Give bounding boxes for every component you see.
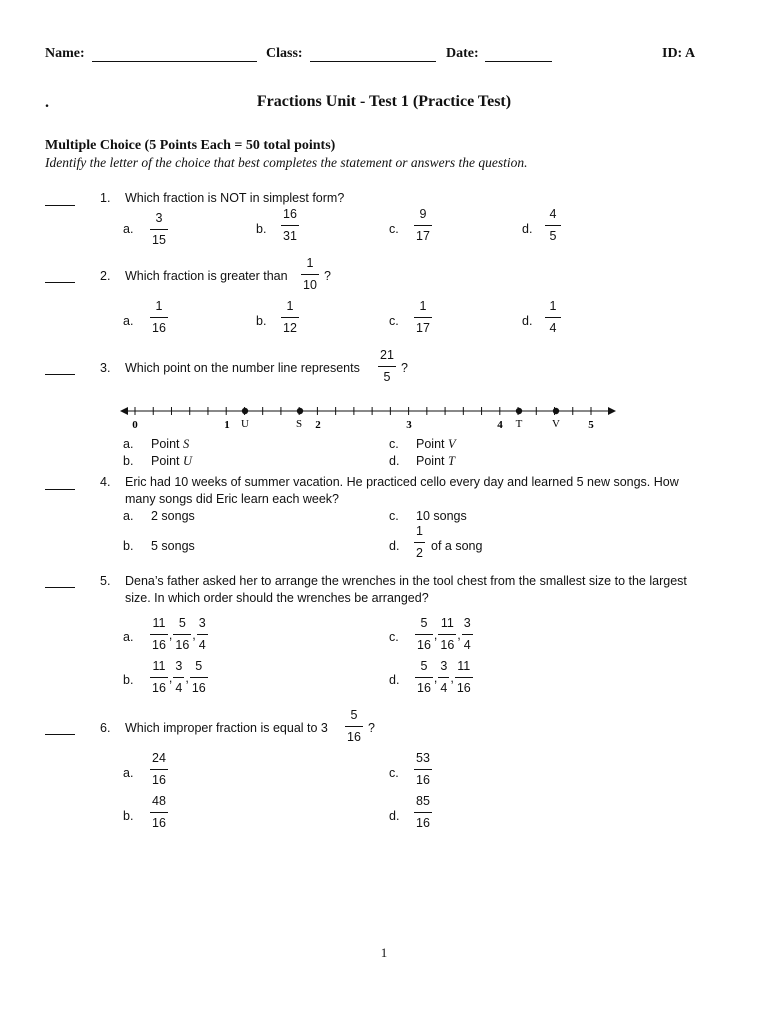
option-fraction[interactable] [545,299,561,336]
option-a[interactable]: 2 songs [151,509,195,523]
numerator: 5 [420,659,428,673]
fraction-bar [438,677,449,678]
point-marker-S [297,408,303,414]
fraction-bar [414,812,432,813]
fraction-bar [150,229,168,230]
question-text-line1: Dena’s father asked her to arrange the wrenches in the tool chest from the smallest size to the largest [125,574,687,588]
denominator: 4 [198,638,206,652]
number-label-2: 2 [315,419,321,431]
denominator: 16 [152,638,166,652]
question-suffix: ? [368,721,375,735]
fraction-bar [545,225,561,226]
answer-blank-6[interactable] [45,734,75,735]
numerator: 9 [419,207,427,221]
fraction-bar [281,225,299,226]
denominator: 10 [303,278,317,292]
numerator: 85 [416,794,430,808]
denominator: 15 [152,233,166,247]
numerator: 5 [195,659,203,673]
numerator: 11 [152,659,166,673]
numerator: 3 [198,616,206,630]
fraction-bar [345,726,363,727]
option-letter: a. [123,437,134,451]
fraction-bar [462,634,473,635]
fraction-bar [414,769,432,770]
numerator: 4 [549,207,557,221]
option-d-text: of a song [431,539,483,553]
answer-blank-2[interactable] [45,282,75,283]
point-marker-T [516,408,522,414]
numerator: 5 [350,708,358,722]
option-letter: a. [123,222,134,236]
date-label: Date: [446,46,479,61]
answer-blank-3[interactable] [45,374,75,375]
page-number: 1 [380,945,388,960]
option-letter: b. [123,539,134,553]
numerator: 5 [178,616,186,630]
number-label-3: 3 [406,419,412,431]
point-marker-V [553,408,559,414]
numerator: 1 [419,299,427,313]
option-b[interactable] [151,454,192,469]
question-number: 5. [100,574,111,588]
option-variable: S [182,437,190,451]
denominator: 5 [549,229,557,243]
date-line[interactable] [485,61,552,62]
option-letter: b. [256,222,267,236]
denominator: 16 [416,816,430,830]
numerator: 11 [457,659,471,673]
denominator: 12 [283,321,297,335]
denominator: 31 [283,229,297,243]
option-text: Point [416,437,445,451]
numerator: 3 [463,616,471,630]
denominator: 4 [463,638,471,652]
numerator: 3 [440,659,448,673]
numerator: 1 [549,299,557,313]
separator: , [168,627,173,642]
question-number: 1. [100,191,111,205]
fraction-bar [173,634,191,635]
option-letter: a. [123,314,134,328]
answer-blank-5[interactable] [45,587,75,588]
option-letter: d. [522,314,533,328]
fraction-bar [150,769,168,770]
option-variable: U [182,454,193,468]
id-label: ID: A [662,46,696,61]
option-fraction[interactable] [414,207,432,244]
fraction-bar [414,542,425,543]
separator: , [192,627,196,642]
option-d-fraction[interactable] [414,524,425,561]
option-letter: c. [389,766,399,780]
denominator: 16 [417,681,431,695]
option-letter: c. [389,314,399,328]
option-letter: a. [123,630,134,644]
denominator: 5 [383,370,391,384]
denominator: 16 [152,773,166,787]
point-label-V: V [552,418,560,430]
number-label-4: 4 [497,419,503,431]
point-label-U: U [241,418,249,430]
option-letter: c. [389,222,399,236]
option-letter: a. [123,766,134,780]
separator: , [433,627,438,642]
separator: , [168,670,173,685]
option-c[interactable]: 10 songs [416,509,467,523]
numerator: 16 [283,207,297,221]
option-fraction[interactable] [281,299,299,336]
question-text-line2: size. In which order should the wrenches be arranged? [125,591,429,605]
option-d-sequence[interactable] [415,659,473,696]
denominator: 16 [347,730,361,744]
numerator: 1 [286,299,294,313]
fraction-bar [414,225,432,226]
option-letter: a. [123,509,134,523]
instructions: Identify the letter of the choice that best completes the statement or answers the question. [45,155,528,170]
number-line [120,402,620,432]
section-title: Multiple Choice (5 Points Each = 50 total points) [45,138,336,153]
question-text: Which fraction is greater than [125,269,288,283]
numerator: 1 [306,256,314,270]
option-variable: T [447,454,455,468]
option-letter: b. [123,454,134,468]
denominator: 17 [416,321,430,335]
page-title: Fractions Unit - Test 1 (Practice Test) [256,93,512,110]
numerator: 48 [152,794,166,808]
question-suffix: ? [324,269,331,283]
option-text: Point [416,454,445,468]
option-b-sequence[interactable] [150,659,208,696]
fraction-bar [378,366,396,367]
denominator: 16 [152,321,166,335]
fraction-bar [438,634,456,635]
number-label-5: 5 [588,419,594,431]
option-letter: c. [389,509,399,523]
fraction-bar [281,317,299,318]
fraction-bar [173,677,184,678]
denominator: 2 [416,546,423,560]
arrow-left-icon [120,407,128,415]
option-fraction[interactable] [281,207,299,244]
fraction-bar [545,317,561,318]
number-label-0: 0 [132,419,138,431]
fraction-bar [415,677,433,678]
option-text: Point [151,437,180,451]
option-fraction[interactable] [414,751,432,788]
question-text-line2: many songs did Eric learn each week? [125,492,340,506]
numerator: 3 [155,211,163,225]
option-text: Point [151,454,180,468]
point-label-T: T [515,418,523,430]
option-a[interactable] [151,437,189,452]
separator: , [450,670,454,685]
option-letter: b. [256,314,267,328]
option-letter: d. [389,539,400,553]
option-fraction[interactable] [150,794,168,831]
question-text: Which point on the number line represents [125,361,360,375]
title-dot: . [45,94,49,111]
separator: , [185,670,189,685]
option-letter: d. [389,673,400,687]
separator: , [457,627,461,642]
option-c[interactable] [416,437,456,452]
option-b[interactable]: 5 songs [151,539,195,553]
question-text: Which improper fraction is equal to 3 [125,721,328,735]
option-letter: d. [522,222,533,236]
denominator: 16 [152,681,166,695]
option-letter: d. [389,809,400,823]
arrow-right-icon [608,407,616,415]
denominator: 4 [440,681,448,695]
option-letter: c. [389,437,399,451]
fraction-bar [150,677,168,678]
fraction-bar [190,677,208,678]
option-fraction[interactable] [150,211,168,248]
option-a-sequence[interactable] [150,616,208,653]
denominator: 16 [175,638,190,652]
numerator: 21 [380,348,394,362]
option-variable: V [447,437,456,451]
fraction-bar [197,634,208,635]
name-line[interactable] [92,61,257,62]
denominator: 17 [416,229,430,243]
option-letter: d. [389,454,400,468]
fraction-bar [150,812,168,813]
question-fraction [378,348,396,385]
separator: , [433,670,438,685]
question-text-line1: Eric had 10 weeks of summer vacation. He practiced cello every day and learned 5 new songs. How [125,475,679,489]
fraction-bar [414,317,432,318]
question-number: 4. [100,475,111,489]
answer-blank-4[interactable] [45,489,75,490]
numerator: 24 [152,751,166,765]
question-suffix: ? [401,361,408,375]
number-label-1: 1 [224,419,230,431]
denominator: 16 [440,638,455,652]
option-c-sequence[interactable] [415,616,473,653]
name-label: Name: [45,46,85,61]
option-fraction[interactable] [414,299,432,336]
point-marker-U [242,408,248,414]
fraction-bar [301,274,319,275]
option-fraction[interactable] [150,751,168,788]
question-fraction [301,256,319,293]
fraction-bar [415,634,433,635]
option-fraction[interactable] [414,794,432,831]
option-letter: b. [123,673,134,687]
fraction-bar [455,677,473,678]
class-line[interactable] [310,61,436,62]
option-fraction[interactable] [545,207,561,244]
numerator: 53 [416,751,430,765]
numerator: 1 [416,524,423,538]
denominator: 4 [175,681,183,695]
fraction-bar [150,317,168,318]
answer-blank-1[interactable] [45,205,75,206]
numerator: 5 [420,616,428,630]
numerator: 3 [175,659,183,673]
fraction-bar [150,634,168,635]
denominator: 4 [549,321,557,335]
option-d[interactable] [416,454,455,469]
question-text: Which fraction is NOT in simplest form? [125,191,345,205]
denominator: 16 [456,681,471,695]
question-number: 3. [100,361,111,375]
denominator: 16 [152,816,166,830]
class-label: Class: [266,46,303,61]
option-fraction[interactable] [150,299,168,336]
numerator: 1 [155,299,163,313]
question-fraction [345,708,363,745]
point-label-S: S [295,418,303,430]
question-number: 2. [100,269,111,283]
denominator: 16 [416,773,430,787]
numerator: 11 [152,616,166,630]
option-letter: b. [123,809,134,823]
option-letter: c. [389,630,399,644]
question-number: 6. [100,721,111,735]
denominator: 16 [417,638,431,652]
denominator: 16 [191,681,206,695]
numerator: 11 [440,616,454,630]
